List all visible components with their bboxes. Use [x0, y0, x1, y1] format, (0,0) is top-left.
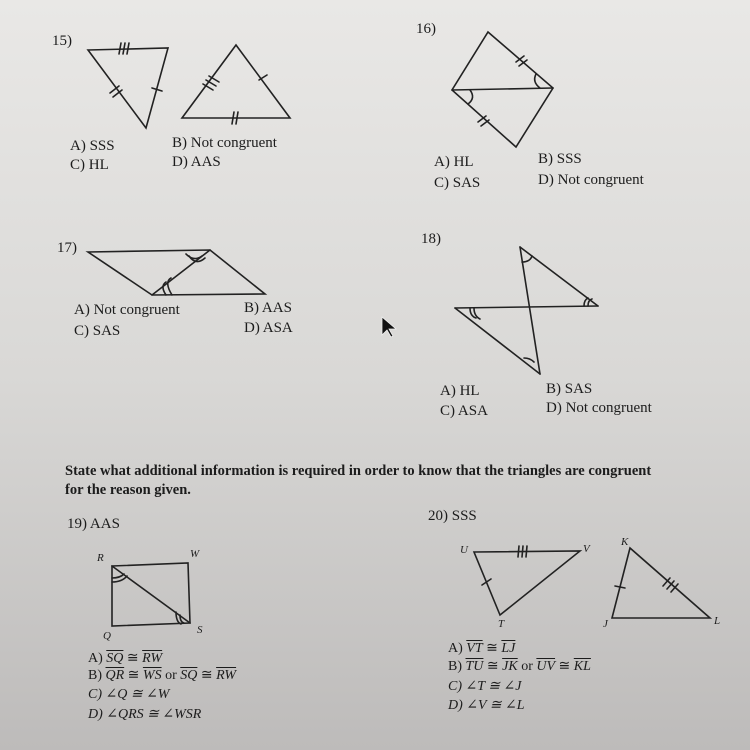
- q19-a-cong: ≅: [126, 651, 139, 666]
- q20-label-t: T: [498, 618, 505, 630]
- q20-label-u: U: [460, 544, 468, 556]
- q18-option-a[interactable]: A) HL: [440, 383, 480, 399]
- q15-option-d[interactable]: D) AAS: [172, 154, 221, 170]
- q16-option-c[interactable]: C) SAS: [434, 175, 481, 191]
- q19-label-q: Q: [103, 630, 111, 642]
- q20-b-seg2: $\overline{JK}$: [502, 659, 518, 674]
- q19-option-d[interactable]: D) ∠QRS ≅ ∠WSR: [88, 707, 202, 722]
- q19-b-seg2: $\overline{WS}$: [142, 668, 162, 683]
- q20-b-cong2: ≅: [558, 659, 571, 674]
- q19-b-seg1: $\overline{QR}$: [105, 668, 125, 683]
- q19-label-r: R: [97, 552, 104, 564]
- q20-option-d[interactable]: D) ∠V ≅ ∠L: [448, 698, 525, 713]
- q18-option-d[interactable]: D) Not congruent: [546, 400, 652, 416]
- q20-number: 20) SSS: [428, 508, 477, 524]
- q19-b-prefix: B): [88, 668, 102, 683]
- instructions-line-1: State what additional information is required in order to know that the triangles are congruent: [65, 463, 652, 479]
- q19-label-w: W: [190, 548, 200, 560]
- q19-a-seg2: $\overline{RW}$: [142, 651, 163, 666]
- q19-label-s: S: [197, 624, 203, 636]
- q20-a-seg1: $\overline{VT}$: [466, 641, 483, 656]
- q19-b-or: or: [165, 668, 177, 683]
- q20-option-a[interactable]: [448, 640, 515, 657]
- q19-figure: [112, 563, 190, 626]
- q20-a-seg2: $\overline{LJ}$: [501, 641, 516, 656]
- q15-option-a[interactable]: A) SSS: [70, 138, 115, 154]
- q19-option-a[interactable]: [88, 650, 162, 667]
- q19-a-seg1: $\overline{SQ}$: [106, 651, 124, 666]
- q20-triangle-right: [612, 548, 710, 618]
- q20-b-prefix: B): [448, 659, 462, 674]
- q19-a-prefix: A): [88, 651, 103, 666]
- q20-b-cong: ≅: [486, 659, 499, 674]
- q17-option-a[interactable]: A) Not congruent: [74, 302, 180, 318]
- q20-a-prefix: A): [448, 641, 463, 656]
- q16-option-d[interactable]: D) Not congruent: [538, 172, 644, 188]
- q18-option-c[interactable]: C) ASA: [440, 403, 488, 419]
- q17-option-b[interactable]: B) AAS: [244, 300, 292, 316]
- q19-b-cong: ≅: [127, 668, 140, 683]
- q17-number: 17): [57, 240, 77, 256]
- q19-b-seg3: $\overline{SQ}$: [180, 668, 198, 683]
- mouse-pointer-icon: [380, 315, 400, 339]
- q16-figure: [452, 32, 553, 147]
- q19-number: 19) AAS: [67, 516, 120, 532]
- q20-option-b[interactable]: [448, 658, 591, 675]
- q20-b-or: or: [521, 659, 533, 674]
- q20-b-seg1: $\overline{TU}$: [465, 659, 484, 674]
- q15-number: 15): [52, 33, 72, 49]
- q16-option-b[interactable]: B) SSS: [538, 151, 582, 167]
- q20-option-c[interactable]: C) ∠T ≅ ∠J: [448, 679, 522, 694]
- q15-triangle-right: [182, 45, 290, 124]
- q18-option-b[interactable]: B) SAS: [546, 381, 593, 397]
- q17-figure: [88, 250, 265, 295]
- q16-number: 16): [416, 21, 436, 37]
- instructions-line-2: for the reason given.: [65, 482, 191, 498]
- q19-option-c[interactable]: C) ∠Q ≅ ∠W: [88, 687, 170, 702]
- q20-b-seg4: $\overline{KL}$: [573, 659, 591, 674]
- q17-option-c[interactable]: C) SAS: [74, 323, 121, 339]
- q19-option-b[interactable]: [88, 667, 236, 684]
- q20-triangle-left: [474, 546, 580, 615]
- q19-b-cong2: ≅: [200, 668, 213, 683]
- q20-label-l: L: [714, 615, 721, 627]
- q15-triangle-left: [88, 43, 168, 128]
- q20-label-k: K: [621, 536, 629, 548]
- q18-figure: [455, 247, 598, 374]
- q15-option-c[interactable]: C) HL: [70, 157, 109, 173]
- q20-label-v: V: [583, 543, 590, 555]
- q20-b-seg3: $\overline{UV}$: [536, 659, 556, 674]
- q20-a-cong: ≅: [486, 641, 498, 656]
- q20-label-j: J: [603, 618, 608, 630]
- q18-number: 18): [421, 231, 441, 247]
- q15-option-b[interactable]: B) Not congruent: [172, 135, 277, 151]
- q16-option-a[interactable]: A) HL: [434, 154, 474, 170]
- q17-option-d[interactable]: D) ASA: [244, 320, 293, 336]
- q19-b-seg4: $\overline{RW}$: [216, 668, 237, 683]
